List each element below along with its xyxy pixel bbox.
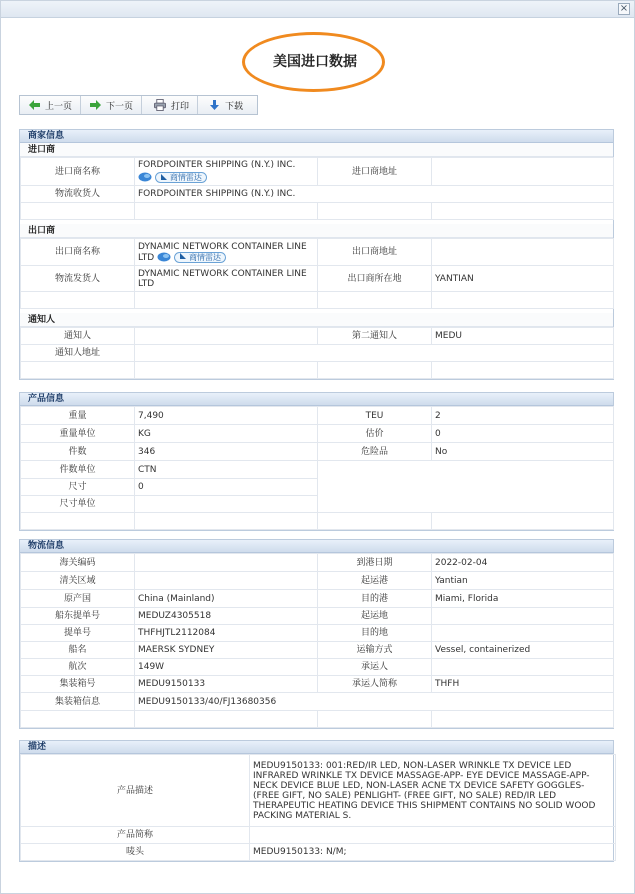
print-label: 打印 — [171, 101, 190, 112]
blue-down-arrow-icon — [208, 99, 220, 111]
logistics-table — [20, 553, 614, 728]
short-label: 产品简称 — [21, 827, 250, 844]
close-button[interactable] — [618, 3, 630, 15]
destination — [432, 625, 614, 642]
radar-icon — [179, 252, 187, 262]
carrier — [432, 659, 614, 676]
carrier-label: 承运人 — [318, 659, 432, 676]
clearance — [135, 572, 318, 590]
size: 0 — [135, 479, 318, 496]
exporter-loc: YANTIAN — [432, 266, 614, 292]
consignee: FORDPOINTER SHIPPING (N.Y.) INC. — [135, 186, 614, 203]
customs-code — [135, 554, 318, 572]
description-table — [20, 754, 616, 861]
notify-addr-label: 通知人地址 — [21, 345, 135, 362]
second-notify-label: 第二通知人 — [318, 328, 432, 345]
bill: THFHJTL2112084 — [135, 625, 318, 642]
prev-page-button[interactable] — [20, 96, 81, 114]
next-page-label: 下一页 — [106, 101, 134, 112]
exporter-name-label: 出口商名称 — [21, 239, 135, 266]
printer-icon — [154, 99, 166, 111]
radar-label: 商情雷达 — [169, 173, 202, 182]
arrival-date: 2022-02-04 — [432, 554, 614, 572]
second-notify: MEDU — [432, 328, 614, 345]
notify-label: 通知人 — [21, 328, 135, 345]
marks-label: 唛头 — [21, 844, 250, 861]
voyage: 149W — [135, 659, 318, 676]
download-button[interactable] — [198, 96, 257, 114]
size-unit — [135, 496, 318, 513]
importer-radar-badge[interactable] — [155, 172, 207, 183]
desc-label: 产品描述 — [21, 755, 250, 827]
origin-country-label: 原产国 — [21, 590, 135, 608]
dest-port: Miami, Florida — [432, 590, 614, 608]
importer-addr-label: 进口商地址 — [318, 158, 432, 186]
transport: Vessel, containerized — [432, 642, 614, 659]
container-info: MEDU9150133/40/FJ13680356 — [135, 693, 614, 711]
master-bill-label: 船东提单号 — [21, 608, 135, 625]
importer-name-cell — [135, 158, 318, 186]
merchant-section-header: 商家信息 — [20, 130, 613, 143]
chat-bubble-icon[interactable] — [157, 252, 171, 263]
weight-unit: KG — [135, 425, 318, 443]
weight-unit-label: 重量单位 — [21, 425, 135, 443]
container-label: 集装箱号 — [21, 676, 135, 693]
teu-label: TEU — [318, 407, 432, 425]
exporter-addr-label: 出口商地址 — [318, 239, 432, 266]
toolbar — [19, 95, 258, 115]
transport-label: 运输方式 — [318, 642, 432, 659]
notify-addr — [135, 345, 614, 362]
product-section — [19, 392, 614, 531]
marks: MEDU9150133: N/M; — [250, 844, 616, 861]
dangerous: No — [432, 443, 614, 461]
importer-addr — [432, 158, 614, 186]
logistics-section-header: 物流信息 — [20, 540, 613, 553]
consignee-label: 物流收货人 — [21, 186, 135, 203]
departure-label: 起运地 — [318, 608, 432, 625]
short — [250, 827, 616, 844]
exporter-radar-badge[interactable] — [174, 252, 226, 263]
carrier-abbr-label: 承运人简称 — [318, 676, 432, 693]
notify-table — [20, 327, 614, 379]
radar-icon — [160, 173, 168, 183]
notify-subheader: 通知人 — [20, 313, 613, 327]
dest-port-label: 目的港 — [318, 590, 432, 608]
weight: 7,490 — [135, 407, 318, 425]
size-unit-label: 尺寸单位 — [21, 496, 135, 513]
dangerous-label: 危险品 — [318, 443, 432, 461]
origin-port-label: 起运港 — [318, 572, 432, 590]
vessel: MAERSK SYDNEY — [135, 642, 318, 659]
exporter-table — [20, 238, 614, 309]
teu: 2 — [432, 407, 614, 425]
merchant-section — [19, 129, 614, 380]
close-icon: × — [619, 3, 629, 14]
departure — [432, 608, 614, 625]
next-page-button[interactable] — [81, 96, 142, 114]
value-label: 估价 — [318, 425, 432, 443]
pieces-unit: CTN — [135, 461, 318, 479]
container-info-label: 集装箱信息 — [21, 693, 135, 711]
weight-label: 重量 — [21, 407, 135, 425]
exporter-addr — [432, 239, 614, 266]
exporter-loc-label: 出口商所在地 — [318, 266, 432, 292]
origin-country: China (Mainland) — [135, 590, 318, 608]
pieces-unit-label: 件数单位 — [21, 461, 135, 479]
container: MEDU9150133 — [135, 676, 318, 693]
destination-label: 目的地 — [318, 625, 432, 642]
exporter-name-cell — [135, 239, 318, 266]
product-section-header: 产品信息 — [20, 393, 613, 406]
importer-subheader: 进口商 — [20, 143, 613, 157]
vessel-label: 船名 — [21, 642, 135, 659]
importer-name: FORDPOINTER SHIPPING (N.Y.) INC. — [138, 160, 296, 170]
chat-bubble-icon[interactable] — [138, 172, 152, 183]
size-label: 尺寸 — [21, 479, 135, 496]
print-button[interactable] — [142, 96, 198, 114]
importer-table — [20, 157, 614, 220]
green-left-arrow-icon — [28, 99, 40, 111]
origin-port: Yantian — [432, 572, 614, 590]
customs-code-label: 海关编码 — [21, 554, 135, 572]
page-title: 美国进口数据 — [273, 54, 357, 70]
value: 0 — [432, 425, 614, 443]
radar-label: 商情雷达 — [188, 252, 221, 262]
download-label: 下载 — [225, 101, 244, 112]
bill-label: 提单号 — [21, 625, 135, 642]
window-topbar — [1, 1, 634, 18]
pieces: 346 — [135, 443, 318, 461]
desc: MEDU9150133: 001:RED/IR LED, NON-LASER WRINKLE TX DEVICE LED INFRARED WRINKLE TX DEVICE MASSAGE-APP- EYE DEVICE MASSAGE-APP- NECK DEVICE BLUE LED, NON-LASER ACNE TX DEVICE SAFETY GOGGLES- (FREE GIFT, NO SALE) PENLIGHT- (FREE GIFT, NO SALE) RED/IR LED THERAPEUTIC HEATING DEVICE THIS SHIPMENT CONTAINS NO SOLID WOOD PACKING MATERIAL S. — [250, 755, 616, 827]
shipper-label: 物流发货人 — [21, 266, 135, 292]
product-table — [20, 406, 614, 530]
carrier-abbr: THFH — [432, 676, 614, 693]
green-right-arrow-icon — [89, 99, 101, 111]
description-section-header: 描述 — [20, 741, 613, 754]
master-bill: MEDUZ4305518 — [135, 608, 318, 625]
exporter-name: DYNAMIC NETWORK CONTAINER LINE LTD — [138, 241, 307, 263]
notify — [135, 328, 318, 345]
logistics-section — [19, 539, 614, 729]
pieces-label: 件数 — [21, 443, 135, 461]
voyage-label: 航次 — [21, 659, 135, 676]
arrival-date-label: 到港日期 — [318, 554, 432, 572]
title-area — [240, 32, 390, 92]
description-section — [19, 740, 614, 862]
clearance-label: 清关区域 — [21, 572, 135, 590]
exporter-subheader: 出口商 — [20, 224, 613, 238]
prev-page-label: 上一页 — [45, 101, 73, 112]
shipper: DYNAMIC NETWORK CONTAINER LINE LTD — [135, 266, 318, 292]
importer-name-label: 进口商名称 — [21, 158, 135, 186]
